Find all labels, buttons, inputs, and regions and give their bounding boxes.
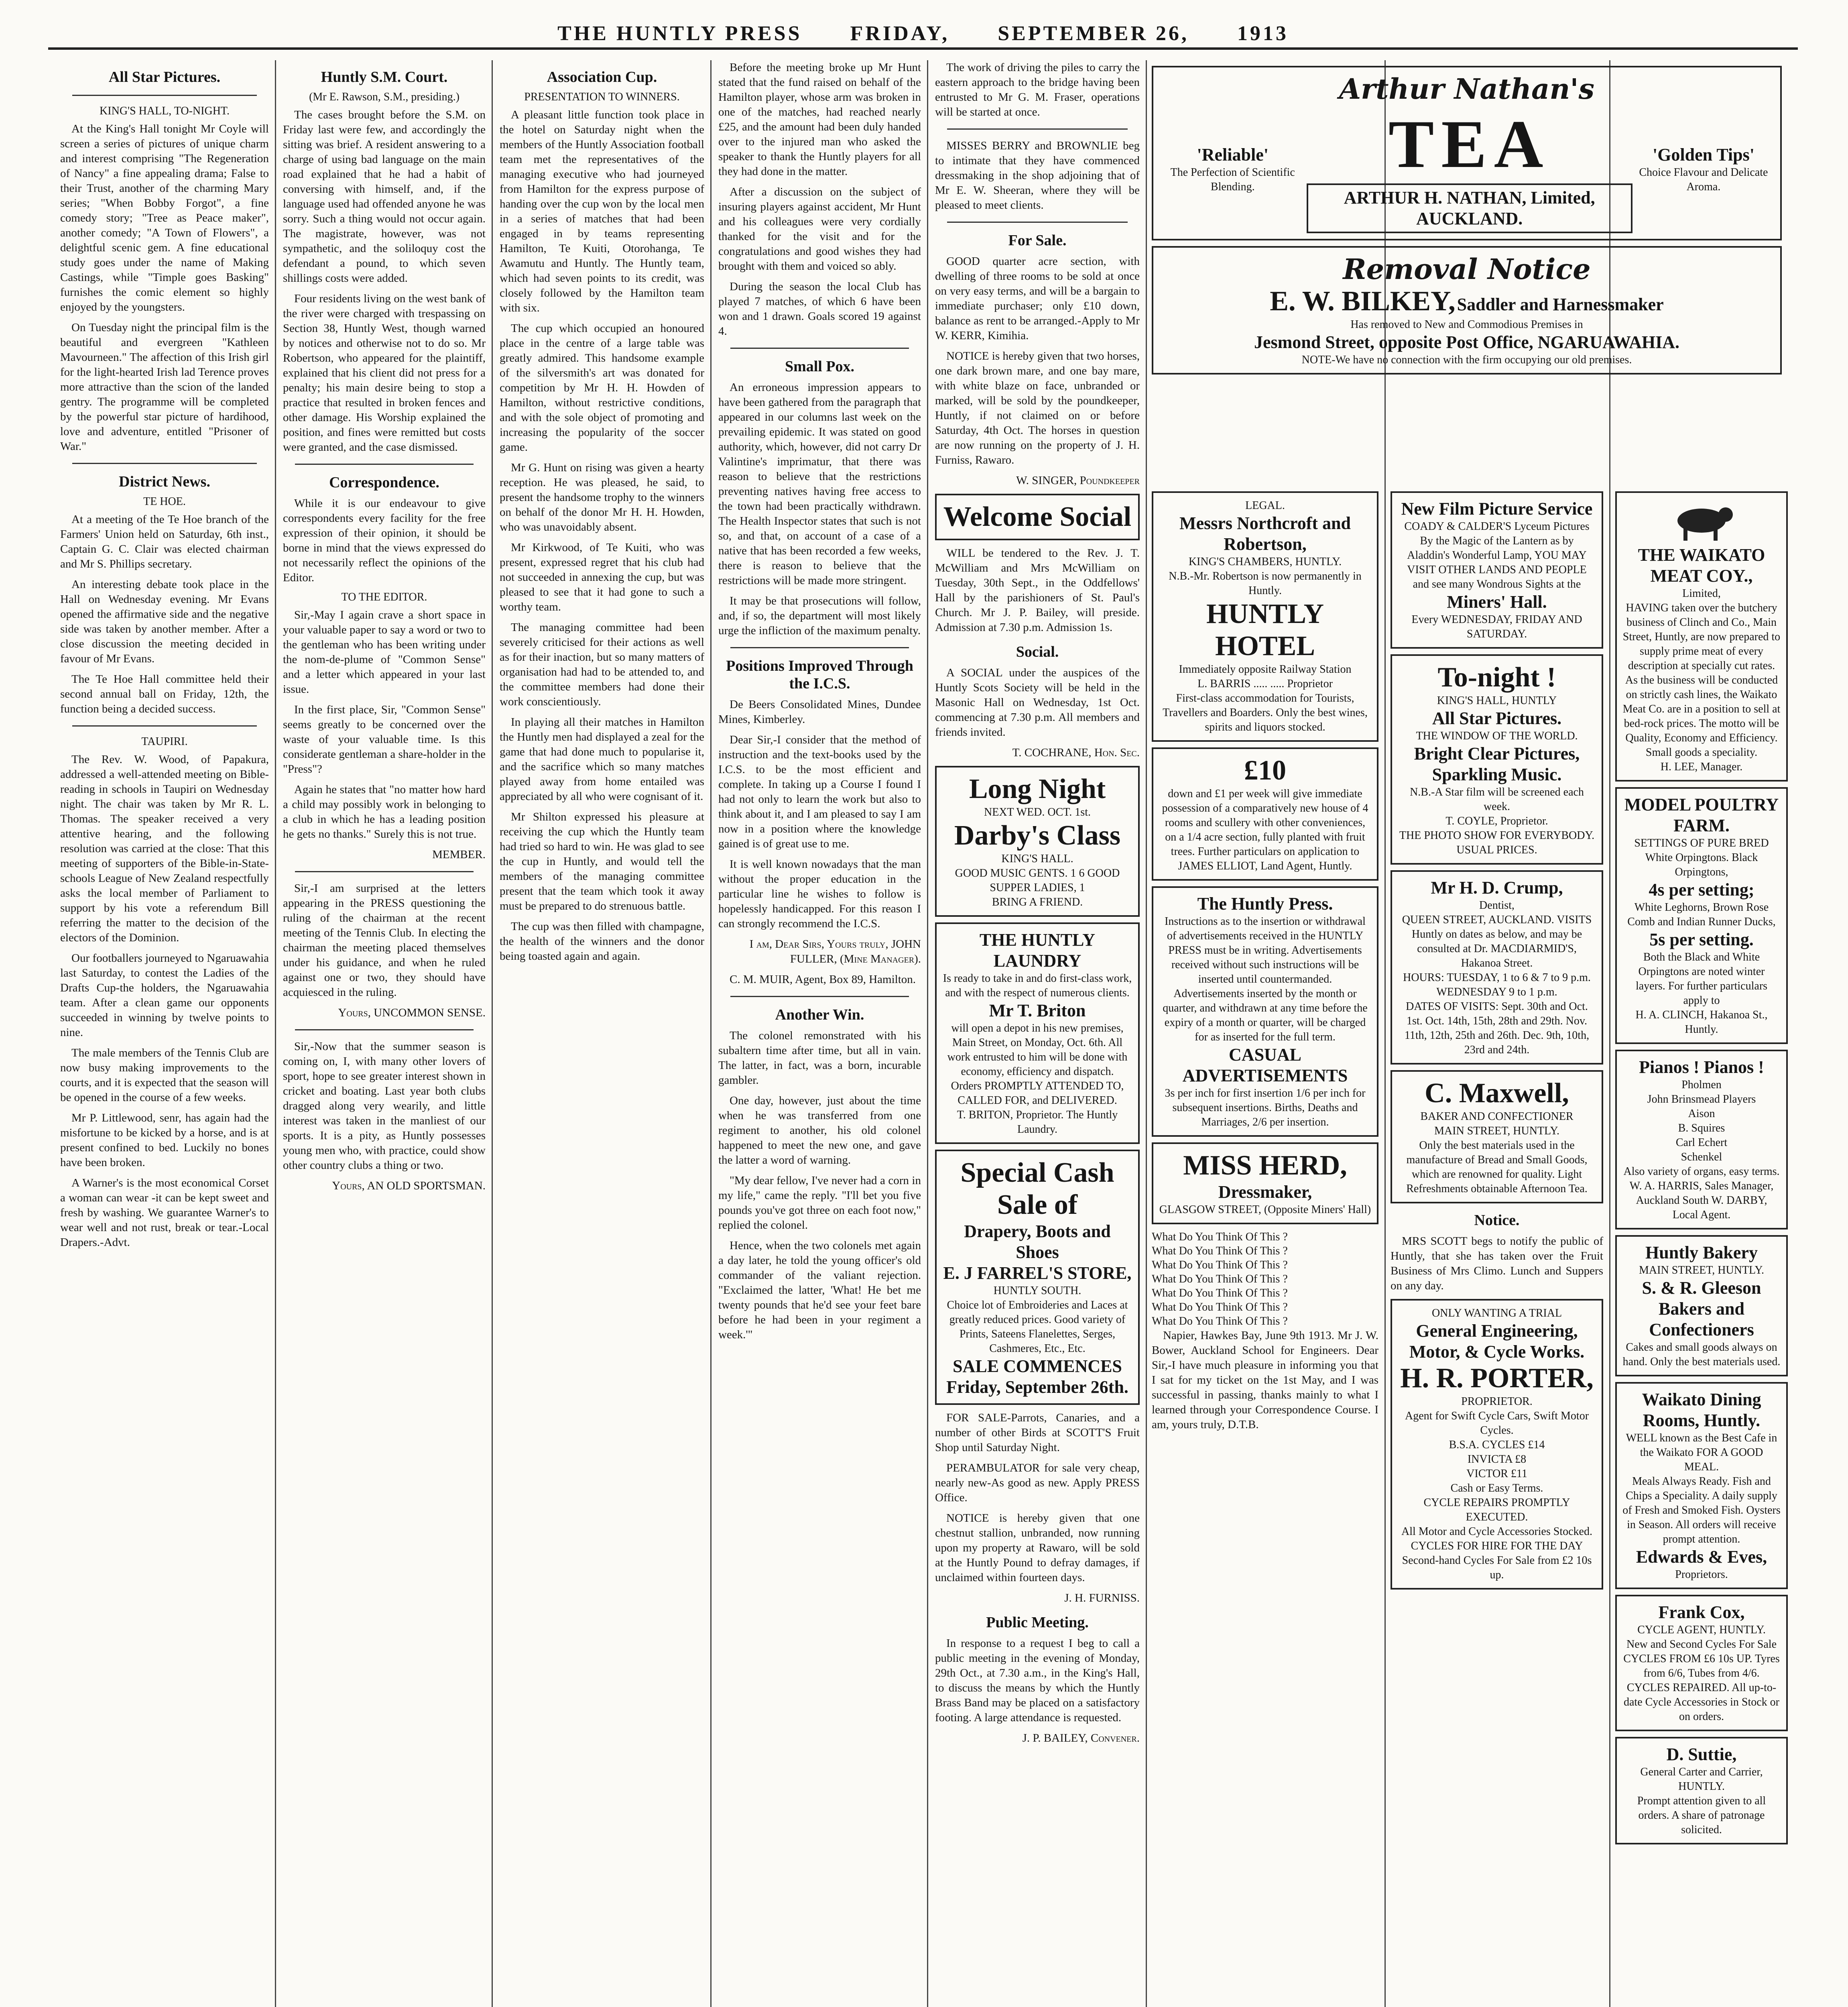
article-paragraph: An erroneous impression appears to have been gathered from the paragraph that appeared in our columns last week on the prevailing epidemic. It was stated on good authority, which, however, did not carry Dr Valintine's imprimatur, that there was reason to believe that the restrictions preventing natives having free access to the town had been practically withdrawn. The Health Inspector states that such is not so, and that, on account of a case of a native that has been recorded a few weeks, there is reason to believe that the restrictions will be made more stringent.: [718, 381, 921, 587]
notice-signature: J. P. BAILEY, Convener.: [1022, 1732, 1140, 1744]
notice-paragraph: GOOD quarter acre section, with dwelling of three rooms to be sold at once on very easy terms, and will be a bargain to immediate purchaser; only £10 down, balance as rent to be arranged.-Apply to Mr W. KERR, Kimihia.: [935, 255, 1140, 342]
advert-title: Mr T. Briton: [989, 1001, 1086, 1020]
advert-title: Huntly Bakery: [1645, 1243, 1758, 1262]
advert-signature: W. A. HARRIS, Sales Manager, Auckland South W. DARBY, Local Agent.: [1629, 1180, 1774, 1221]
notice-paragraph: In response to a request I beg to call a public meeting in the evening of Monday, 29th Oct., at 7.30 a.m., in the King's Hall, to discuss the means by which the Huntly Brass Band may be placed on a satisfactory footing. A large attendance is requested.: [935, 1637, 1140, 1724]
article-subheading: TO THE EDITOR.: [341, 591, 427, 603]
advert-subtitle: CYCLE AGENT, HUNTLY.: [1637, 1624, 1766, 1636]
advert-paragraph: A Warner's is the most economical Corset a woman can wear -it can be kept sweet and fresh by washing. We guarantee Warner's to wear well and not rust, break or tear.-Local Drapers.-Advt.: [60, 1177, 269, 1249]
advert-body: Choice lot of Embroideries and Laces at greatly reduced prices. Good variety of Prints, Sateens Flanelettes, Serges, Cashmeres, Etc., Etc.: [947, 1299, 1128, 1355]
advert-body: QUEEN STREET, AUCKLAND. VISITS Huntly on dates as below, and may be consulted at Dr. MACDIARMID'S, Hakanoa Street.: [1402, 914, 1592, 969]
nathan-tea-banner: [1152, 60, 1782, 482]
advert-title: C. Maxwell,: [1425, 1078, 1569, 1109]
advert-title: Sale of: [997, 1189, 1078, 1220]
notice-paragraph: NOTICE is hereby given that two horses, one dark brown mare, and one bay mare, with white blaze on face, unbranded or marked, will be sold by the poundkeeper, Huntly, if not claimed on or before Saturday, 4th Oct. The horses in question are now running on the property of J. H. Furniss, Rawaro.: [935, 350, 1140, 466]
advert-body: Has removed to New and Commodious Premises in: [1350, 318, 1583, 331]
advert-body: All Motor and Cycle Accessories Stocked.: [1401, 1525, 1592, 1538]
advert-body: Advertisements inserted by the month or quarter, and withdrawn at any time before the expiry of a month or quarter, will be charged for as inserted for the full term.: [1163, 987, 1368, 1043]
advert-title: Special Cash: [960, 1157, 1114, 1188]
advert-body: CYCLES FOR HIRE FOR THE DAY: [1411, 1540, 1583, 1552]
advert-price: £10: [1244, 755, 1286, 786]
advert-title: Darby's Class: [954, 820, 1121, 851]
advert-title: To-night !: [1437, 662, 1556, 693]
advert-title: General Engineering, Motor, & Cycle Works.: [1409, 1321, 1585, 1362]
advert-title: The Huntly Press.: [1197, 894, 1333, 914]
price-row: VICTOR £11: [1466, 1468, 1527, 1480]
column-rule: [710, 60, 712, 2007]
business-name: H. R. PORTER,: [1400, 1363, 1594, 1394]
issue-day: FRIDAY,: [850, 22, 950, 45]
advert-subtitle: COADY & CALDER'S Lyceum Pictures: [1404, 520, 1590, 533]
dressmaker-advert: [1152, 1142, 1378, 1224]
laundry-advert: [935, 922, 1140, 1144]
article-paragraph: The cup which occupied an honoured place in the centre of a large table was greatly admired. This handsome example of the silversmith's art was donated for competition by Mr H. H. Howden of Hamilton, without restrictive conditions, and with the sole object of promoting and increasing the popularity of the soccer game.: [500, 322, 704, 454]
advert-body: By the Magic of the Lantern as by Aladdin's Wonderful Lamp, YOU MAY VISIT OTHER LANDS AND PEOPLE and see many Wondrous Sights at the: [1407, 535, 1587, 590]
piano-maker: Carl Echert: [1675, 1136, 1728, 1149]
advert-body: 3s per inch for first insertion 1/6 per inch for subsequent insertions. Births, Deaths and Marriages, 2/6 per insertion.: [1165, 1087, 1366, 1128]
article-paragraph: "My dear fellow, I've never had a corn in my life," came the reply. "I'll bet you five pounds you've got three on each foot now," replied the colonel.: [718, 1174, 921, 1231]
article-heading: Huntly S.M. Court.: [321, 69, 448, 85]
divider: [72, 463, 257, 464]
article-paragraph: The Rev. W. Wood, of Papakura, addressed a well-attended meeting on Bible-reading in schools in Taupiri on Wednesday night. The chair was taken by Mr R. L. Thomas. The speaker received a very attentive hearing, and the following resolution was carried at the close: That this meeting of supporters of the Bible-in-State-schools League of New Zealand respectfully asks the local member of Parliament to support by his vote a referendum Bill referring the matter to the decision of the electors of the Dominion.: [60, 753, 269, 944]
notice-paragraph: MISSES BERRY and BROWNLIE beg to intimate that they have commenced dressmaking in the shop adjoining that of Mr E. W. Sheeran, where they will be pleased to meet clients.: [935, 139, 1140, 212]
letter-signature: MEMBER.: [432, 848, 486, 861]
advert-title: Pianos ! Pianos !: [1639, 1057, 1764, 1077]
sale-heading: SALE COMMENCES: [953, 1356, 1122, 1376]
divider: [295, 1029, 474, 1030]
advert-dates: DATES OF VISITS: Sept. 30th and Oct. 1st. Oct. 14th, 15th, 28th and 29th. Nov. 11th, 12th, 25th and 26th. Dec. 9th, 10th, 23rd and 24th.: [1404, 1000, 1590, 1056]
advert-body: Instructions as to the insertion or withdrawal of advertisements received in the HUNTLY PRESS must be in writing. Advertisements received without such instructions will be inserted until countermanded.: [1165, 915, 1366, 985]
article-paragraph: After a discussion on the subject of insuring players against accident, Mr Hunt and his colleagues were very cordially thanked for the visit and for the congratulations and good wishes they had brought with them and voiced so ably.: [718, 185, 921, 273]
advert-body: Prompt attention given to all orders. A share of patronage solicited.: [1637, 1795, 1766, 1836]
article-heading: Another Win.: [775, 1006, 864, 1023]
removal-notice-advert: [1152, 246, 1782, 375]
advert-address: MAIN STREET, HUNTLY.: [1639, 1264, 1764, 1276]
article-paragraph: Our footballers journeyed to Ngaruawahia last Saturday, to contest the Ladies of the Drafts Cup-the holders, the Ngaruawahia team. After a clean game our opponents succeeded in winning by twelve points to nine.: [60, 952, 269, 1039]
advert-prices: GOOD MUSIC GENTS. 1 6 GOOD SUPPER LADIES, 1: [955, 867, 1120, 894]
article-subheading: TAUPIRI.: [141, 735, 188, 748]
masthead: [48, 19, 1798, 50]
cash-sale-advert: [935, 1150, 1140, 1405]
advert-venue: Miners' Hall.: [1447, 592, 1547, 612]
article-paragraph: At the King's Hall tonight Mr Coyle will screen a series of pictures of unique charm and interest comprising "The Regeneration of Nancy" a fine appealing drama; False to their Trust, another of the charming Mary series; "When Bobby Forgot", a fine comedy story; "Tree as Peace maker", another comedy; "A Town of Flowers", a delightful scenic gem. A fine educational study goes under the name of Making Castings, while "Timple goes Basking" furnishes the comic element so highly enjoyed by the youngsters.: [60, 122, 269, 313]
column-1: [60, 60, 269, 2007]
store-name: E. J FARREL'S STORE,: [943, 1263, 1132, 1283]
divider: [295, 871, 474, 872]
advert-title: Long Night: [969, 773, 1106, 804]
advert-hours: HOURS: TUESDAY, 1 to 6 & 7 to 9 p.m. WEDNESDAY 9 to 1 p.m.: [1403, 971, 1591, 998]
advert-signature: H. A. CLINCH, Hakanoa St., Huntly.: [1635, 1009, 1768, 1036]
advert-signature: H. LEE, Manager.: [1660, 761, 1743, 773]
divider: [947, 128, 1128, 130]
column-rule: [927, 60, 928, 2007]
price-row: INVICTA £8: [1467, 1453, 1527, 1466]
advert-subtitle: Bright Clear Pictures, Sparkling Music.: [1414, 744, 1580, 784]
article-paragraph: In playing all their matches in Hamilton the Huntly men had displayed a zeal for the game that had done much to popularise it, and the sacrifice which so many matches played away from home entailed was appreciated by all who were cognisant of it.: [500, 716, 704, 803]
advert-venue: KING'S HALL, HUNTLY: [1437, 694, 1557, 707]
tea-advert: [1152, 66, 1782, 240]
press-terms-advert: [1152, 886, 1378, 1137]
issue-date: SEPTEMBER 26,: [998, 22, 1189, 45]
advert-title: Mr H. D. Crump,: [1431, 878, 1563, 898]
notice-paragraph: NOTICE is hereby given that one chestnut stallion, unbranded, now running upon my property at Rawaro, will be sold at the Huntly Pound to defray damages, if unclaimed within fourteen days.: [935, 1512, 1140, 1584]
list-item: What Do You Think Of This ?: [1152, 1273, 1288, 1285]
pianos-advert: [1615, 1050, 1788, 1229]
advert-title: MODEL POULTRY FARM.: [1624, 795, 1779, 835]
film-service-advert: [1391, 491, 1603, 649]
column-5: [935, 60, 1140, 2007]
advert-signature: Proprietors.: [1675, 1568, 1728, 1581]
advert-body: Immediately opposite Railway Station: [1179, 663, 1352, 676]
divider: [295, 464, 474, 465]
column-rule: [492, 60, 493, 2007]
advert-subtitle: SETTINGS OF PURE BRED: [1634, 837, 1769, 849]
business-trade: Saddler and Harnessmaker: [1457, 295, 1664, 314]
article-paragraph: Mr P. Littlewood, senr, has again had the misfortune to be kicked by a horse, and is at present confined to bed. Luckily no bones have been broken.: [60, 1111, 269, 1169]
porter-works-advert: [1391, 1299, 1603, 1590]
advert-body: Every WEDNESDAY, FRIDAY AND SATURDAY.: [1411, 613, 1582, 640]
baker-advert: [1391, 1070, 1603, 1203]
article-paragraph: A pleasant little function took place in the hotel on Saturday night when the members of the Huntly Association football team met the representatives of the managing executive who had journeyed from Hamilton for the express purpose of handing over the cup won by the local men in a series of matches that had been engaged in by teams representing Hamilton, Te Kuiti, Otorohanga, Te Awamutu and Huntly. The Huntly team, which had seven points to its credit, was closely followed by the Hamilton team with six.: [500, 108, 704, 314]
article-paragraph: The managing committee had been severely criticised for their actions as well as for their inaction, but so many matters of organisation had had to be attended to, and the committee members had done their work conscientiously.: [500, 621, 704, 708]
article-heading: Small Pox.: [785, 358, 855, 375]
advert-body: Also variety of organs, easy terms.: [1623, 1165, 1780, 1178]
article-paragraph: One day, however, just about the time when he was transferred from one regiment to another, his old colonel happened to meet the new one, and gave the latter a word of warning.: [718, 1094, 921, 1166]
advert-body: First-class accommodation for Tourists, Travellers and Boarders. Only the best wines, spirits and liquors stocked.: [1163, 692, 1368, 733]
column-2: [283, 60, 486, 2007]
advert-tagline: BRING A FRIEND.: [992, 896, 1083, 908]
divider: [730, 996, 909, 997]
business-name: Edwards & Eves,: [1636, 1547, 1767, 1567]
property-advert: [1152, 747, 1378, 881]
divider: [72, 95, 257, 96]
think-list: [1152, 1230, 1378, 1328]
article-paragraph: The cases brought before the S.M. on Friday last were few, and accordingly the sitting was brief. A resident answering to a charge of using bad language on the main road explained that he had a habit of conversing with himself, and, if the language used had offended anyone he was sorry. Such a thing would not occur again. The magistrate, however, was not sympathetic, and the soliloquy cost the defendant a pound, to which seven shillings costs were added.: [283, 108, 486, 285]
advert-body: THE WINDOW OF THE WORLD.: [1416, 730, 1578, 742]
advert-body: Cash or Easy Terms.: [1450, 1482, 1543, 1494]
advert-title: CASUAL ADVERTISEMENTS: [1182, 1045, 1348, 1085]
advert-body: Meals Always Ready. Fish and Chips a Speciality. A daily supply of Fresh and Smoked Fish. Oysters in Season. All orders will receive prompt attention.: [1622, 1475, 1781, 1545]
divider: [947, 222, 1128, 223]
poultry-advert: [1615, 787, 1788, 1044]
article-heading: All Star Pictures.: [108, 69, 221, 85]
advert-subtitle: All Star Pictures.: [1432, 708, 1562, 728]
article-paragraph: Four residents living on the west bank of the river were charged with trespassing on Section 38, Huntly West, though warned by notices and otherwise not to do so. Mr Robertson, who appeared for the plaintiff, explained that his client did not press for a penalty; his main desire being to stop a practice that resulted in broken fences and other damage. His Worship explained the position, and fines were remitted but costs were granted, and the case dismissed.: [283, 292, 486, 454]
piano-maker: John Brinsmead Players: [1647, 1093, 1756, 1105]
editor-note: While it is our endeavour to give correspondents every facility for the free expression of their opinion, it should be borne in mind that the views expressed do not necessarily reflect the opinions of the Editor.: [283, 497, 486, 584]
advert-body: N.B.-Mr. Robertson is now permanently in Huntly.: [1169, 570, 1362, 597]
advert-body: New and Second Cycles For Sale CYCLES FROM £6 10s UP. Tyres from 6/6, Tubes from 4/6. CYCLES REPAIRED. All up-to-date Cycle Accessories in Stock or on orders.: [1623, 1638, 1780, 1723]
tea-wordmark: TEA: [1388, 106, 1551, 182]
article-subheading: (Mr E. Rawson, S.M., presiding.): [309, 91, 459, 103]
advert-title: Removal Notice: [1343, 252, 1591, 286]
advert-subtitle: Bakers and Confectioners: [1649, 1299, 1754, 1339]
letter-signature: Yours, AN OLD SPORTSMAN.: [332, 1179, 486, 1192]
advert-tagline: ONLY WANTING A TRIAL: [1431, 1307, 1562, 1319]
notice-paragraph: MRS SCOTT begs to notify the public of Huntly, that she has taken over the Fruit Business of Mrs Climo. Lunch and Suppers on any day.: [1391, 1235, 1603, 1292]
article-heading: District News.: [119, 473, 210, 490]
article-paragraph: The colonel remonstrated with his subaltern time after time, but all in vain. The latter, in fact, was a born, incurable gambler.: [718, 1029, 921, 1087]
dentist-advert: [1391, 870, 1603, 1065]
tea-slogan-sub: The Perfection of Scientific Blending.: [1170, 166, 1295, 193]
letter-paragraph: Again he states that "no matter how hard a child may possibly work in belonging to a club in which he has a leading position he gets no thanks." Surely this is not true.: [283, 783, 486, 841]
advert-subtitle: BAKER AND CONFECTIONER: [1420, 1110, 1574, 1123]
advert-body: GLASGOW STREET, (Opposite Miners' Hall): [1159, 1203, 1371, 1216]
letter-paragraph: Sir,-Now that the summer season is coming on, I, with many other lovers of sport, hope to see greater interest shown in cricket and boating. Last year both clubs dragged along very wearily, and little interest was taken in the manliest of our sports. It is a pity, as Huntly possesses young men who, with practice, could show other country clubs a thing or two.: [283, 1040, 486, 1172]
advert-body: Only the best materials used in the manufacture of Bread and Small Goods, which are renowned for quality. Light Refreshments obtainable Afternoon Tea.: [1406, 1139, 1588, 1195]
article-heading: Correspondence.: [329, 474, 439, 491]
letter-signature: I am, Dear Sirs, Yours truly, JOHN FULLER, (Mine Manager).: [749, 938, 921, 965]
article-paragraph: Mr Shilton expressed his pleasure at receiving the cup which the Huntly team had tried so hard to win. He was glad to see the cup in Huntly, and would tell the members of the managing committee present that the team which took it away must be prepared to do strenuous battle.: [500, 810, 704, 912]
business-name: D. Suttie,: [1666, 1744, 1737, 1764]
divider: [72, 725, 257, 727]
tea-company: ARTHUR H. NATHAN, Limited, AUCKLAND.: [1307, 183, 1633, 233]
advert-title: New Film Picture Service: [1401, 499, 1593, 519]
business-name: E. W. BILKEY,: [1270, 286, 1456, 317]
price-row: B.S.A. CYCLES £14: [1449, 1439, 1545, 1451]
list-item: What Do You Think Of This ?: [1152, 1259, 1288, 1271]
advert-heading: Public Meeting.: [986, 1614, 1089, 1631]
column-8: [1615, 486, 1788, 2007]
advert-body: KING'S CHAMBERS, HUNTLY.: [1188, 556, 1342, 568]
advert-body: White Orpingtons. Black Orpingtons,: [1645, 851, 1758, 878]
article-paragraph: Dear Sir,-I consider that the method of instruction and the text-books used by the I.C.S. to be the most efficient and complete. In taking up a Course I found I had not only to learn the work but also to think about it, and I am pleased to say I am now in a position where the knowledge gained is of great use to me.: [718, 733, 921, 850]
advert-body: Agent for Swift Cycle Cars, Swift Motor Cycles.: [1405, 1410, 1589, 1437]
divider: [730, 647, 909, 648]
paper-name: THE HUNTLY PRESS: [557, 22, 802, 45]
article-subheading: TE HOE.: [143, 495, 186, 508]
business-name: S. & R. Gleeson: [1642, 1278, 1761, 1298]
advert-heading: Social.: [1016, 643, 1059, 660]
notice-paragraph: FOR SALE-Parrots, Canaries, and a number of other Birds at SCOTT'S Fruit Shop until Saturday Night.: [935, 1411, 1140, 1454]
welcome-social-advert: [935, 494, 1140, 540]
advert-body: White Leghorns, Brown Rose Comb and Indian Runner Ducks,: [1627, 901, 1776, 928]
advert-title: MISS HERD,: [1183, 1150, 1347, 1181]
advert-title: THE HUNTLY LAUNDRY: [979, 930, 1096, 971]
carrier-advert: [1615, 1737, 1788, 1844]
advert-title: THE WAIKATO MEAT COY.,: [1638, 545, 1765, 586]
advert-title: HUNTLY HOTEL: [1206, 598, 1324, 662]
piano-maker: Pholmen: [1681, 1079, 1722, 1091]
article-paragraph: It is well known nowadays that the man without the proper education in the particular line he wishes to follow is hopelessly handicapped. For this reason I can strongly recommend the I.C.S.: [718, 858, 921, 930]
list-item: What Do You Think Of This ?: [1152, 1231, 1288, 1243]
list-item: What Do You Think Of This ?: [1152, 1287, 1288, 1299]
advert-body: THE PHOTO SHOW FOR EVERYBODY.: [1399, 829, 1595, 842]
advert-title: Waikato Dining Rooms, Huntly.: [1642, 1390, 1761, 1430]
dining-rooms-advert: [1615, 1382, 1788, 1589]
tea-slogan: 'Golden Tips': [1652, 145, 1754, 165]
advert-body: WELL known as the Best Cafe in the Waikato FOR A GOOD MEAL.: [1626, 1432, 1777, 1473]
list-item: What Do You Think Of This ?: [1152, 1245, 1288, 1257]
article-paragraph: The Te Hoe Hall committee held their second annual ball on Friday, 12th, the function being a decided success.: [60, 673, 269, 715]
advert-price: 5s per setting.: [1649, 930, 1754, 949]
advert-subtitle: Dressmaker,: [1218, 1182, 1312, 1202]
notice-paragraph: A SOCIAL under the auspices of the Huntly Scots Society will be held in the Masonic Hall on Wednesday, 1st Oct. commencing at 7.30 p.m. All members and friends invited.: [935, 666, 1140, 739]
column-rule: [275, 60, 276, 2007]
advert-title: Welcome Social: [943, 501, 1132, 532]
article-paragraph: It may be that prosecutions will follow, and, if so, the department will most likely urge the infliction of the maximum penalty.: [718, 594, 921, 637]
column-rule: [1146, 60, 1147, 2007]
column-6: [1152, 486, 1378, 2007]
article-heading: Positions Improved Through the I.C.S.: [726, 657, 913, 692]
notice-signature: T. COCHRANE, Hon. Sec.: [1012, 746, 1140, 759]
advert-address: MAIN STREET, HUNTLY.: [1434, 1125, 1559, 1137]
advert-body: CYCLE REPAIRS PROMPTLY EXECUTED.: [1423, 1496, 1570, 1523]
column-3: [500, 60, 704, 2007]
advert-subtitle: Limited,: [1682, 587, 1721, 600]
advert-subtitle: Drapery, Boots and Shoes: [964, 1221, 1111, 1262]
advert-label: LEGAL.: [1245, 499, 1285, 512]
advert-body: Second-hand Cycles For Sale from £2 10s up.: [1402, 1554, 1592, 1581]
divider: [730, 348, 909, 349]
advert-body: Is ready to take in and do first-class work, and with the respect of numerous clients.: [943, 972, 1132, 999]
kings-hall-advert: [1391, 654, 1603, 865]
legal-advert: [1152, 491, 1378, 742]
article-paragraph: De Beers Consolidated Mines, Dundee Mines, Kimberley.: [718, 698, 921, 726]
advert-signature: T. BRITON, Proprietor. The Huntly Laundry.: [957, 1109, 1118, 1136]
letter-paragraph: Sir,-May I again crave a short space in your valuable paper to say a word or two to the gentleman who has been writing under the nom-de-plume of "Common Sense" and a letter which appeared in your last issue.: [283, 609, 486, 696]
list-item: What Do You Think Of This ?: [1152, 1301, 1288, 1313]
piano-maker: B. Squires: [1678, 1122, 1725, 1134]
store-location: HUNTLY SOUTH.: [993, 1284, 1082, 1297]
advert-signature: T. COYLE, Proprietor.: [1445, 815, 1548, 827]
cycle-agent-advert: [1615, 1595, 1788, 1731]
advert-title: Messrs Northcroft and Robertson,: [1179, 513, 1351, 554]
letter-signature: Yours, UNCOMMON SENSE.: [338, 1006, 486, 1019]
notice-signature: J. H. FURNISS.: [1064, 1592, 1140, 1604]
advert-title: Arthur Nathan's: [1339, 72, 1595, 106]
advert-heading: For Sale.: [1008, 232, 1067, 249]
testimonial-paragraph: Napier, Hawkes Bay, June 9th 1913. Mr J. W. Bower, Auckland School for Engineers. Dear Sir,-I have much pleasure in informing you that I sat for my ticket on the 1st May, and I was successful in passing, thanks mainly to what I learned through your Correspondence Course. I am, yours truly, D.T.B.: [1152, 1329, 1378, 1431]
article-subheading: KING'S HALL, TO-NIGHT.: [100, 105, 230, 117]
tea-slogan-sub: Choice Flavour and Delicate Aroma.: [1639, 166, 1768, 193]
advert-body: HAVING taken over the butchery business of Clinch and Co., Main Street, Huntly, are now prepared to supply prime meat of every description at specially cut rates. As the business will be conducted on strictly cash lines, the Waikato Meat Co. are in a position to sell at bed-rock prices. The motto will be Quality, Economy and Efficiency. Small goods a speciality.: [1622, 602, 1781, 759]
advert-body: N.B.-A Star film will be screened each week.: [1410, 786, 1584, 813]
advert-note: NOTE-We have no connection with the firm occupying our old premises.: [1301, 354, 1632, 366]
issue-year: 1913: [1237, 22, 1289, 45]
advert-venue: KING'S HALL.: [1001, 853, 1073, 865]
tea-slogan: 'Reliable': [1197, 145, 1269, 165]
article-paragraph: The male members of the Tennis Club are now busy making improvements to the courts, and it is expected that the season will be opened in the course of a few weeks.: [60, 1046, 269, 1104]
article-paragraph: An interesting debate took place in the Hall on Wednesday evening. Mr Evans opened the affirmative side and the negative side was taken by another member. After a close discussion the meeting decided in favour of Mr Evans.: [60, 578, 269, 665]
column-4: [718, 60, 921, 2007]
article-paragraph: At a meeting of the Te Hoe branch of the Farmers' Union held on Saturday, 6th inst., Captain G. C. Clair was elected chairman and Mr S. Phillips secretary.: [60, 513, 269, 570]
advert-date: NEXT WED. OCT. 1st.: [984, 806, 1091, 818]
long-night-advert: [935, 766, 1140, 917]
advert-body: L. BARRIS ..... ..... Proprietor: [1197, 678, 1333, 690]
letter-paragraph: Sir,-I am surprised at the letters appearing in the PRESS questioning the ruling of the chairman at the recent meeting of the Tennis Club. In electing the chairman the meeting placed themselves under his guidance, and when he ruled against one or two, they should have acquiesced in the ruling.: [283, 882, 486, 999]
advert-subtitle: PROPRIETOR.: [1461, 1395, 1533, 1408]
advert-heading: Notice.: [1474, 1212, 1520, 1229]
piano-maker: Schenkel: [1681, 1151, 1722, 1163]
bull-icon: [1667, 499, 1736, 543]
advert-body: will open a depot in his new premises, Main Street, on Monday, Oct. 6th. All work entrusted to him will be done with economy, efficiency and dispatch.: [947, 1022, 1128, 1078]
piano-maker: Aison: [1688, 1107, 1715, 1120]
advert-body: Orders PROMPTLY ATTENDED TO, CALLED FOR, and DELIVERED.: [951, 1080, 1124, 1107]
article-paragraph: C. M. MUIR, Agent, Box 89, Hamilton.: [730, 973, 916, 986]
advert-body: USUAL PRICES.: [1456, 844, 1537, 856]
article-paragraph: Mr G. Hunt on rising was given a hearty reception. He was pleased, he said, to present the handsome trophy to the winners on behalf of the donor Mr H. H. Howden, who was unavoidably absent.: [500, 461, 704, 533]
list-item: What Do You Think Of This ?: [1152, 1315, 1288, 1327]
business-name: Frank Cox,: [1658, 1602, 1745, 1622]
article-paragraph: Mr Kirkwood, of Te Kuiti, who was present, expressed regret that his club had not succeeded in annexing the cup, but was pleased to see that it had gone to such a worthy team.: [500, 541, 704, 613]
advert-body: Both the Black and White Orpingtons are noted winter layers. For further particulars apply to: [1635, 951, 1768, 1007]
advert-body: down and £1 per week will give immediate possession of a comparatively new house of 4 rooms and scullery with other conveniences, on a 1/4 acre section, fully planted with fruit trees. Further particulars on application to JAMES ELLIOT, Land Agent, Huntly.: [1162, 788, 1368, 872]
business-address: Jesmond Street, opposite Post Office, NGARUAWAHIA.: [1254, 332, 1679, 352]
notice-paragraph: The work of driving the piles to carry the eastern approach to the bridge having been entrusted to Mr G. M. Fraser, operations will be started at once.: [935, 61, 1140, 118]
sale-date: Friday, September 26th.: [946, 1377, 1128, 1397]
article-paragraph: On Tuesday night the principal film is the beautiful and evergreen "Kathleen Mavourneen." The affection of this Irish girl for the light-hearted Irish lad Terence proves more attractive than the scion of the landed gentry. The programme will be completed by the powerful star picture of hardihood, love and adventure, entitled "Prisoner of War.": [60, 321, 269, 453]
article-subheading: PRESENTATION TO WINNERS.: [524, 91, 680, 103]
column-7: [1391, 486, 1603, 2007]
notice-signature: W. SINGER, Poundkeeper: [1016, 474, 1140, 487]
advert-subtitle: General Carter and Carrier, HUNTLY.: [1640, 1766, 1763, 1793]
advert-price: 4s per setting;: [1649, 880, 1754, 900]
article-paragraph: Hence, when the two colonels met again a day later, he told the young officer's old commander of the valiant rejection. "Exclaimed the latter, 'What! He bet me twenty pounds that he'd see your feet bare before he had been in your regiment a week.'": [718, 1239, 921, 1341]
notice-paragraph: WILL be tendered to the Rev. J. T. McWilliam and Mrs McWilliam on Tuesday, 30th Sept., in the Oddfellows' Hall by the parishioners of St. Paul's Church. Mr J. P. Bailey, will preside. Admission at 7.30 p.m. Admission 1s.: [935, 547, 1140, 634]
advert-body: Cakes and small goods always on hand. Only the best materials used.: [1622, 1341, 1781, 1368]
article-heading: Association Cup.: [547, 69, 657, 85]
letter-paragraph: In the first place, Sir, "Common Sense" seems greatly to be concerned over the waste of your valuable time. Is this considerate gentleman a share-holder in the "Press"?: [283, 703, 486, 776]
article-paragraph: Before the meeting broke up Mr Hunt stated that the fund raised on behalf of the Hamilton player, whose arm was broken in one of the matches, had reached nearly £25, and the amount had been duly handed over to the injured man who asked the speaker to thank the Huntly players for all they had done in the matter.: [718, 61, 921, 178]
notice-paragraph: PERAMBULATOR for sale very cheap, nearly new-As good as new. Apply PRESS Office.: [935, 1461, 1140, 1504]
advert-subtitle: Dentist,: [1479, 899, 1515, 912]
bakery-advert: [1615, 1235, 1788, 1376]
meat-company-advert: [1615, 491, 1788, 782]
article-paragraph: The cup was then filled with champagne, the health of the winners and the donor being toasted again and again.: [500, 920, 704, 963]
article-paragraph: During the season the local Club has played 7 matches, of which 6 have been won and 1 drawn. Goals scored 19 against 4.: [718, 280, 921, 338]
